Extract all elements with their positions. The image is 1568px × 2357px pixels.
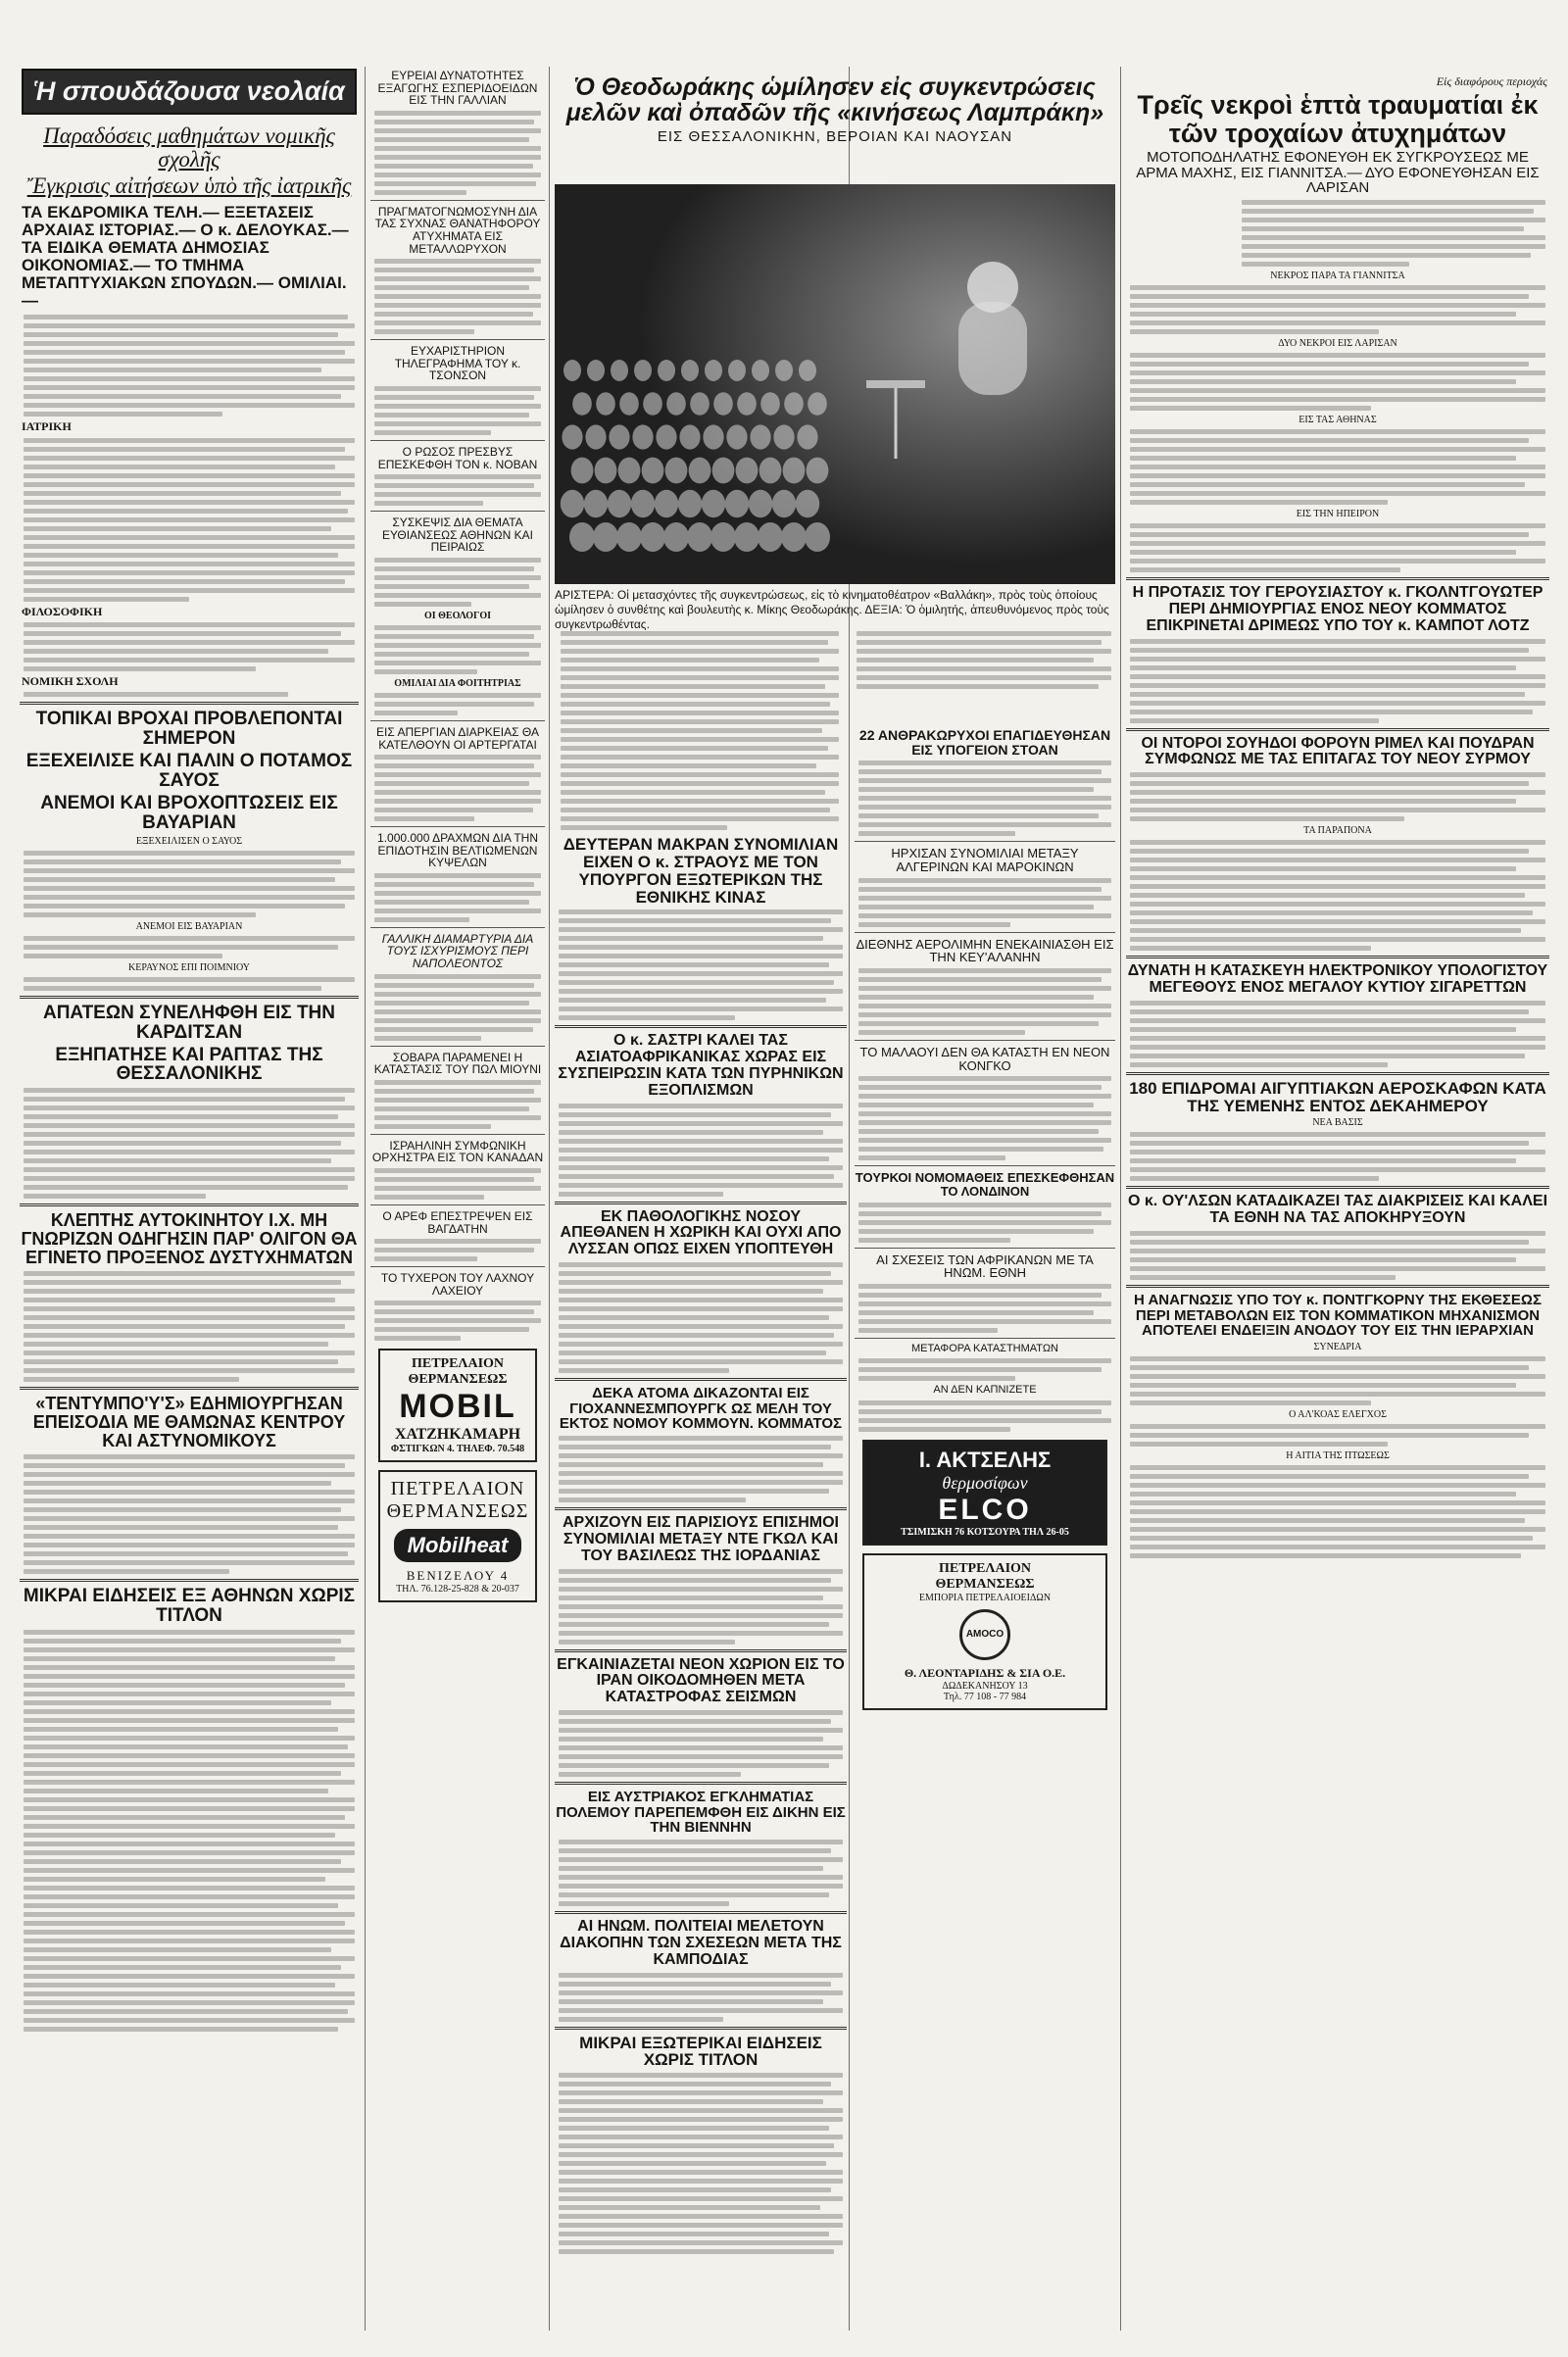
crowd-head bbox=[749, 490, 772, 517]
crowd-head bbox=[655, 490, 678, 517]
headline: Ο ΡΩΣΟΣ ΠΡΕΣΒΥΣ ΕΠΕΣΚΕΦΘΗ ΤΟΝ κ. ΝΟΒΑΝ bbox=[377, 444, 538, 471]
headline: ΠΡΑΓΜΑΤΟΓΝΩΜΟΣΥΝΗ ΔΙΑ ΤΑΣ ΣΥΧΝΑΣ ΘΑΝΑΤΗΦΟΡΟΥ ΑΤΥΧΗΜΑΤΑ ΕΙΣ ΜΕΤΑΛΛΩΡΥΧΟΝ bbox=[374, 204, 541, 256]
crowd-head bbox=[796, 490, 819, 517]
crowd-head bbox=[752, 360, 769, 381]
article-text bbox=[24, 315, 355, 417]
crowd-head bbox=[710, 522, 736, 552]
advertisement-mobil: ΠΕΤΡΕΛΑΙΟΝ ΘΕΡΜΑΝΣΕΩΣ MOBIL ΧΑΤΖΗΚΑΜΑΡΗ ΦΣΤΙΓΚΩΝ 4. ΤΗΛΕΦ. 70.548 bbox=[378, 1349, 537, 1462]
headline: ΑΙ ΣΧΕΣΕΙΣ ΤΩΝ ΑΦΡΙΚΑΝΩΝ ΜΕ ΤΑ ΗΝΩΜ. ΕΘΝΗ bbox=[876, 1252, 1094, 1281]
crowd-head bbox=[587, 360, 605, 381]
headline: ΜΙΚΡΑΙ ΕΞΩΤΕΡΙΚΑΙ ΕΙΔΗΣΕΙΣ ΧΩΡΙΣ ΤΙΤΛΟΝ bbox=[579, 2033, 822, 2070]
article-text bbox=[24, 977, 355, 991]
crowd-head bbox=[775, 360, 793, 381]
article-text bbox=[1130, 639, 1545, 723]
subhead: ΙΑΤΡΙΚΗ bbox=[22, 419, 72, 434]
crowd-head bbox=[681, 360, 699, 381]
article-text bbox=[857, 631, 1111, 689]
crowd-head bbox=[564, 360, 581, 381]
article-text bbox=[561, 631, 839, 830]
subhead: ΟΜΙΛΙΑΙ ΔΙΑ ΦΟΙΤΗΤΡΙΑΣ bbox=[394, 677, 521, 689]
crowd-head bbox=[805, 522, 830, 552]
subhead: ΕΙΣ ΤΗΝ ΗΠΕΙΡΟΝ bbox=[1296, 509, 1380, 520]
crowd-head bbox=[784, 392, 804, 416]
crowd-head bbox=[609, 424, 629, 449]
column-3-lower bbox=[553, 833, 849, 2331]
headline: Παραδόσεις μαθημάτων νομικῆς σχολῆς bbox=[43, 123, 335, 172]
mobilheat-logo: Mobilheat bbox=[394, 1529, 521, 1562]
article-text bbox=[24, 692, 355, 697]
crowd-head bbox=[773, 424, 794, 449]
crowd-head bbox=[679, 424, 700, 449]
crowd-head bbox=[593, 522, 618, 552]
article-text bbox=[858, 1358, 1111, 1381]
headline: Η ΠΡΟΤΑΣΙΣ ΤΟΥ ΓΕΡΟΥΣΙΑΣΤΟΥ κ. ΓΚΟΛΝΤΓΟΥΩΤΕΡ ΠΕΡΙ ΔΗΜΙΟΥΡΓΙΑΣ ΕΝΟΣ ΝΕΟΥ ΚΟΜΜΑΤΟΣ ΕΠΙΚΡΙΝΕΤΑΙ ΔΡΙΜΕΩΣ ΥΠΟ ΤΟΥ κ. ΚΑΜΠΟΤ ΛΟΤΖ bbox=[1132, 584, 1544, 634]
headline: ΔΕΥΤΕΡΑΝ ΜΑΚΡΑΝ ΣΥΝΟΜΙΛΙΑΝ ΕΙΧΕΝ Ο κ. ΣΤΡΑΟΥΣ ΜΕ ΤΟΝ ΥΠΟΥΡΓΟΝ ΕΞΩΤΕΡΙΚΩΝ ΤΗΣ ΕΘΝΙΚΗΣ ΚΙΝΑΣ bbox=[563, 835, 839, 907]
column-rule bbox=[365, 67, 366, 2331]
subhead: ΟΙ ΘΕΟΛΟΓΟΙ bbox=[423, 610, 492, 621]
crowd-head bbox=[783, 458, 806, 484]
article-text bbox=[1130, 523, 1545, 572]
crowd-head bbox=[656, 424, 676, 449]
crowd-head bbox=[666, 392, 686, 416]
subhead: ΔΥΟ ΝΕΚΡΟΙ ΕΙΣ ΛΑΡΙΣΑΝ bbox=[1278, 338, 1397, 350]
crowd-head bbox=[734, 522, 760, 552]
article-text bbox=[374, 873, 541, 922]
crowd-head bbox=[665, 458, 688, 484]
article-text bbox=[559, 2073, 843, 2254]
article-text bbox=[1130, 429, 1545, 505]
article-text bbox=[374, 1239, 541, 1261]
crowd-head bbox=[736, 458, 759, 484]
column-1 bbox=[18, 67, 361, 2331]
article-text bbox=[374, 386, 541, 435]
article-text bbox=[374, 755, 541, 821]
article-text bbox=[1130, 1001, 1545, 1067]
article-text bbox=[1242, 200, 1545, 267]
crowd-head bbox=[690, 392, 710, 416]
article-text bbox=[559, 1569, 843, 1645]
article-text bbox=[858, 1284, 1111, 1333]
article-text bbox=[374, 693, 541, 715]
crowd-head bbox=[643, 392, 662, 416]
headline: ΜΙΚΡΑΙ ΕΙΔΗΣΕΙΣ ΕΞ ΑΘΗΝΩΝ ΧΩΡΙΣ ΤΙΤΛΟΝ bbox=[23, 1585, 356, 1626]
crowd-head bbox=[807, 458, 829, 484]
headline: ΕΙΣ ΑΥΣΤΡΙΑΚΟΣ ΕΓΚΛΗΜΑΤΙΑΣ ΠΟΛΕΜΟΥ ΠΑΡΕΠΕΜΦΘΗ ΕΙΣ ΔΙΚΗΝ ΕΙΣ ΤΗΝ ΒΙΕΝΝΗΝ bbox=[556, 1788, 846, 1837]
article-text bbox=[374, 1168, 541, 1200]
headline: Τρεῖς νεκροὶ ἑπτὰ τραυματίαι ἐκ τῶν τροχαίων ἀτυχημάτων bbox=[1137, 90, 1539, 148]
subhead: ΦΙΛΟΣΟΦΙΚΗ bbox=[22, 604, 103, 618]
mobil-logo: MOBIL bbox=[399, 1388, 516, 1426]
column-2 bbox=[368, 67, 547, 2331]
crowd-head bbox=[799, 360, 816, 381]
crowd-head bbox=[616, 522, 642, 552]
article-text bbox=[559, 1710, 843, 1777]
crowd-head bbox=[737, 392, 757, 416]
article-text bbox=[24, 1088, 355, 1199]
headline: ΜΕΤΑΦΟΡΑ ΚΑΤΑΣΤΗΜΑΤΩΝ bbox=[911, 1342, 1058, 1354]
headline: 22 ΑΝΘΡΑΚΩΡΥΧΟΙ ΕΠΑΓΙΔΕΥΘΗΣΑΝ ΕΙΣ ΥΠΟΓΕΙΟΝ ΣΤΟΑΝ bbox=[858, 727, 1111, 758]
crowd-head bbox=[569, 522, 595, 552]
headline: ΑΡΧΙΖΟΥΝ ΕΙΣ ΠΑΡΙΣΙΟΥΣ ΕΠΙΣΗΜΟΙ ΣΥΝΟΜΙΛΙΑΙ ΜΕΤΑΞΥ ΝΤΕ ΓΚΩΛ ΚΑΙ ΤΟΥ ΒΑΣΙΛΕΩΣ ΤΗΣ ΙΟΡΔΑΝΙΑΣ bbox=[563, 1514, 839, 1564]
subhead: ΣΥΝΕΔΡΙΑ bbox=[1313, 1342, 1362, 1353]
article-text bbox=[374, 1301, 541, 1341]
headline: ΤΟ ΜΑΛΑΟΥΙ ΔΕΝ ΘΑ ΚΑΤΑΣΤΗ ΕΝ ΝΕΟΝ ΚΟΝΓΚΟ bbox=[859, 1044, 1110, 1073]
headline: ΔΕΚΑ ΑΤΟΜΑ ΔΙΚΑΖΟΝΤΑΙ ΕΙΣ ΓΙΟΧΑΝΝΕΣΜΠΟΥΡΓΚ ΩΣ ΜΕΛΗ ΤΟΥ ΕΚΤΟΣ ΝΟΜΟΥ ΚΟΜΜΟΥΝ. ΚΟΜΜΑΤΟΣ bbox=[559, 1384, 843, 1433]
headline: ΕΞΕΧΕΙΛΙΣΕ ΚΑΙ ΠΑΛΙΝ Ο ΠΟΤΑΜΟΣ ΣΑΥΟΣ bbox=[25, 750, 353, 791]
kicker: Εἰς διαφόρους περιοχάς bbox=[1436, 74, 1547, 88]
column-4 bbox=[853, 725, 1117, 2331]
article-text bbox=[1130, 1424, 1545, 1447]
crowd-head bbox=[562, 424, 582, 449]
crowd-head bbox=[618, 458, 641, 484]
headline: ΕΥΧΑΡΙΣΤΗΡΙΟΝ ΤΗΛΕΓΡΑΦΗΜΑ ΤΟΥ κ. ΤΣΟΝΣΟΝ bbox=[394, 344, 521, 383]
crowd-head bbox=[561, 490, 584, 517]
article-text bbox=[24, 936, 355, 958]
crowd-head bbox=[703, 424, 723, 449]
column-5 bbox=[1124, 73, 1551, 2331]
headline: 180 ΕΠΙΔΡΟΜΑΙ ΑΙΓΥΠΤΙΑΚΩΝ ΑΕΡΟΣΚΑΦΩΝ ΚΑΤΑ ΤΗΣ ΥΕΜΕΝΗΣ ΕΝΤΟΣ ΔΕΚΑΗΜΕΡΟΥ bbox=[1129, 1078, 1546, 1115]
column-3-right bbox=[851, 627, 1117, 725]
advertisement-amoco: ΠΕΤΡΕΛΑΙΟΝ ΘΕΡΜΑΝΣΕΩΣ ΕΜΠΟΡΙΑ ΠΕΤΡΕΛΑΙΟΕΙΔΩΝ AMOCO Θ. ΛΕΟΝΤΑΡΙΔΗΣ & ΣΙΑ Ο.Ε. ΔΩΔΕΚΑΝΗΣΟΥ 13 Τηλ. 77 108 - 77 984 bbox=[862, 1553, 1107, 1710]
crowd-head bbox=[640, 522, 665, 552]
crowd-head bbox=[642, 458, 664, 484]
headline: ΤΟΥΡΚΟΙ ΝΟΜΟΜΑΘΕΙΣ ΕΠΕΣΚΕΦΘΗΣΑΝ ΤΟ ΛΟΝΔΙΝΟΝ bbox=[855, 1170, 1115, 1199]
article-text bbox=[1130, 840, 1545, 951]
headline: ΙΣΡΑΗΛΙΝΗ ΣΥΜΦΩΝΙΚΗ ΟΡΧΗΣΤΡΑ ΕΙΣ ΤΟΝ ΚΑΝΑΔΑΝ bbox=[371, 1138, 544, 1165]
headline: ΣΟΒΑΡΑ ΠΑΡΑΜΕΝΕΙ Η ΚΑΤΑΣΤΑΣΙΣ ΤΟΥ ΠΩΛ ΜΙΟΥΝΙ bbox=[373, 1050, 542, 1077]
crowd-head bbox=[689, 458, 711, 484]
crowd-head bbox=[797, 424, 817, 449]
crowd-head bbox=[713, 392, 733, 416]
subhead: ΑΝΕΜΟΙ ΕΙΣ ΒΑΥΑΡΙΑΝ bbox=[135, 920, 243, 932]
subhead: Η ΑΙΤΙΑ ΤΗΣ ΠΤΩΣΕΩΣ bbox=[1286, 1450, 1390, 1462]
headline: 1.000.000 ΔΡΑΧΜΩΝ ΔΙΑ ΤΗΝ ΕΠΙΔΟΤΗΣΙΝ ΒΕΛΤΙΩΜΕΝΩΝ ΚΥΨΕΛΩΝ bbox=[377, 831, 538, 870]
article-text bbox=[858, 1400, 1111, 1432]
crowd-head bbox=[658, 360, 675, 381]
article-text bbox=[374, 558, 541, 607]
crowd-head bbox=[619, 392, 639, 416]
article-text bbox=[1130, 1356, 1545, 1405]
article-text bbox=[24, 851, 355, 917]
elco-logo: ELCO bbox=[938, 1493, 1032, 1526]
article-text bbox=[559, 1262, 843, 1373]
article-text bbox=[1130, 1132, 1545, 1181]
article-text bbox=[1130, 1465, 1545, 1558]
crowd-head bbox=[781, 522, 807, 552]
rally-photo bbox=[555, 184, 1115, 584]
advertisement-elco: Ι. ΑΚΤΣΕΛΗΣ θερμοσίφων ELCO ΤΣΙΜΙΣΚΗ 76 ΚΟΤΣΟΥΡΑ ΤΗΛ 26-05 bbox=[862, 1440, 1107, 1546]
column-rule bbox=[549, 67, 550, 2331]
subhead: ΤΑ ΠΑΡΑΠΟΝΑ bbox=[1303, 825, 1372, 837]
main-subheadline: ΕΙΣ ΘΕΣΣΑΛΟΝΙΚΗΝ, ΒΕΡΟΙΑΝ ΚΑΙ ΝΑΟΥΣΑΝ bbox=[657, 127, 1013, 145]
article-text bbox=[1130, 353, 1545, 411]
headline: ΤΟΠΙΚΑΙ ΒΡΟΧΑΙ ΠΡΟΒΛΕΠΟΝΤΑΙ ΣΗΜΕΡΟΝ bbox=[35, 709, 343, 749]
article-text bbox=[858, 1076, 1111, 1160]
subhead: ΕΞΕΧΕΙΛΙΣΕΝ Ο ΣΑΥΟΣ bbox=[135, 835, 243, 847]
subhead: ΕΙΣ ΤΑΣ ΑΘΗΝΑΣ bbox=[1298, 415, 1377, 426]
article-text bbox=[374, 625, 541, 674]
subhead: Ο ΑΛ'ΚΟΑΣ ΕΛΕΓΧΟΣ bbox=[1289, 1409, 1387, 1421]
article-text bbox=[858, 1203, 1111, 1243]
headline: ΑΝΕΜΟΙ ΚΑΙ ΒΡΟΧΟΠΤΩΣΕΙΣ ΕΙΣ ΒΑΥΑΡΙΑΝ bbox=[40, 792, 338, 833]
article-text bbox=[858, 878, 1111, 927]
crowd-head bbox=[611, 360, 628, 381]
crowd-head bbox=[687, 522, 712, 552]
article-text bbox=[24, 622, 355, 671]
article-text bbox=[559, 1104, 843, 1197]
article-text bbox=[858, 968, 1111, 1035]
headline: ΣΥΣΚΕΨΙΣ ΔΙΑ ΘΕΜΑΤΑ ΕΥΘΙΑΝΣΕΩΣ ΑΘΗΝΩΝ ΚΑΙ ΠΕΙΡΑΙΩΣ bbox=[382, 516, 533, 555]
crowd-head bbox=[725, 490, 749, 517]
crowd-head bbox=[572, 392, 592, 416]
section-banner: Ἡ σπουδάζουσα νεολαία bbox=[22, 69, 357, 115]
headline: ΔΙΕΘΝΗΣ ΑΕΡΟΛΙΜΗΝ ΕΝΕΚΑΙΝΙΑΣΘΗ ΕΙΣ ΤΗΝ ΚΕΥ'ΑΛΑΝΗΝ bbox=[856, 936, 1114, 965]
article-text bbox=[1130, 285, 1545, 334]
article-text bbox=[858, 761, 1111, 836]
crowd-head bbox=[760, 458, 782, 484]
crowd-head bbox=[596, 392, 615, 416]
article-text bbox=[1130, 1231, 1545, 1280]
advertisement-mobilheat: ΠΕΤΡΕΛΑΙΟΝ ΘΕΡΜΑΝΣΕΩΣ Mobilheat ΒΕΝΙΖΕΛΟΥ 4 ΤΗΛ. 76.128-25-828 & 20-037 bbox=[378, 1470, 537, 1602]
article-text bbox=[1130, 772, 1545, 821]
headline: ΕΞΗΠΑΤΗΣΕ ΚΑΙ ΡΑΠΤΑΣ ΤΗΣ ΘΕΣΣΑΛΟΝΙΚΗΣ bbox=[55, 1044, 323, 1085]
headline: ΟΙ ΝΤΟΡΟΙ ΣΟΥΗΔΟΙ ΦΟΡΟΥΝ ΡΙΜΕΛ ΚΑΙ ΠΟΥΔΡΑΝ ΣΥΜΦΩΝΩΣ ΜΕ ΤΑΣ ΕΠΙΤΑΓΑΣ ΤΟΥ ΝΕΟΥ ΣΥΡΜΟΥ bbox=[1141, 734, 1535, 768]
crowd-head bbox=[608, 490, 631, 517]
subhead: ΝΕΚΡΟΣ ΠΑΡΑ ΤΑ ΓΙΑΝΝΙΤΣΑ bbox=[1270, 270, 1405, 282]
article-text bbox=[374, 974, 541, 1041]
crowd-head bbox=[702, 490, 725, 517]
article-text bbox=[374, 259, 541, 334]
headline: Ἔγκρισις αἰτήσεων ὑπὸ τῆς ἰατρικῆς bbox=[26, 173, 352, 199]
crowd-head bbox=[595, 458, 617, 484]
crowd-head bbox=[726, 424, 747, 449]
article-text bbox=[559, 1973, 843, 2022]
headline: ΗΡΧΙΣΑΝ ΣΥΝΟΜΙΛΙΑΙ ΜΕΤΑΞΥ ΑΛΓΕΡΙΝΩΝ ΚΑΙ ΜΑΡΟΚΙΝΩΝ bbox=[891, 846, 1079, 875]
crowd-head bbox=[808, 392, 827, 416]
headline: Ο κ. ΟΥ'ΛΣΩΝ ΚΑΤΑΔΙΚΑΖΕΙ ΤΑΣ ΔΙΑΚΡΙΣΕΙΣ ΚΑΙ ΚΑΛΕΙ ΤΑ ΕΘΝΗ ΝΑ ΤΑΣ ΑΠΟΚΗΡΥΞΟΥΝ bbox=[1127, 1193, 1548, 1227]
headline: ΤΑ ΕΚΔΡΟΜΙΚΑ ΤΕΛΗ.— ΕΞΕΤΑΣΕΙΣ ΑΡΧΑΙΑΣ ΙΣΤΟΡΙΑΣ.— Ο κ. ΔΕΛΟΥΚΑΣ.— ΤΑ ΕΙΔΙΚΑ ΘΕΜΑΤΑ ΔΗΜΟΣΙΑΣ ΟΙΚΟΝΟΜΙΑΣ.— ΤΟ ΤΜΗΜΑ ΜΕΤΑΠΤΥΧΙΑΚΩΝ ΣΠΟΥΔΩΝ.— ΟΜΙΛΙΑΙ.— bbox=[22, 203, 349, 310]
crowd-head bbox=[760, 392, 780, 416]
crowd-head bbox=[571, 458, 594, 484]
headline: ΓΑΛΛΙΚΗ ΔΙΑΜΑΡΤΥΡΙΑ ΔΙΑ ΤΟΥΣ ΙΣΧΥΡΙΣΜΟΥΣ ΠΕΡΙ ΝΑΠΟΛΕΟΝΤΟΣ bbox=[381, 931, 534, 971]
article-text bbox=[374, 111, 541, 195]
crowd-head bbox=[585, 424, 606, 449]
headline: ΑΠΑΤΕΩΝ ΣΥΝΕΛΗΦΘΗ ΕΙΣ ΤΗΝ ΚΑΡΔΙΤΣΑΝ bbox=[42, 1002, 336, 1043]
crowd-head bbox=[750, 424, 770, 449]
article-text bbox=[559, 1840, 843, 1906]
headline: ΔΥΝΑΤΗ Η ΚΑΤΑΣΚΕΥΗ ΗΛΕΚΤΡΟΝΙΚΟΥ ΥΠΟΛΟΓΙΣΤΟΥ ΜΕΓΕΘΟΥΣ ΕΝΟΣ ΜΕΓΑΛΟΥ ΚΥΤΙΟΥ ΣΙΓΑΡΕΤΤΩΝ bbox=[1127, 962, 1548, 996]
article-text bbox=[559, 909, 843, 1020]
crowd-head bbox=[584, 490, 608, 517]
crowd-head bbox=[705, 360, 722, 381]
main-headline: Ὁ Θεοδωράκης ὡμίλησεν εἰς συγκεντρώσεις μελῶν καὶ ὀπαδῶν τῆς «κινήσεως Λαμπράκη» bbox=[565, 74, 1104, 127]
headline: ΑΙ ΗΝΩΜ. ΠΟΛΙΤΕΙΑΙ ΜΕΛΕΤΟΥΝ ΔΙΑΚΟΠΗΝ ΤΩΝ ΣΧΕΣΕΩΝ ΜΕΤΑ ΤΗΣ ΚΑΜΠΟΔΙΑΣ bbox=[560, 1918, 842, 1968]
headline: ΕΙΣ ΑΠΕΡΓΙΑΝ ΔΙΑΡΚΕΙΑΣ ΘΑ ΚΑΤΕΛΘΟΥΝ ΟΙ ΑΡΤΕΡΓΑΤΑΙ bbox=[376, 724, 539, 752]
headline: ΕΥΡΕΙΑΙ ΔΥΝΑΤΟΤΗΤΕΣ ΕΞΑΓΩΓΗΣ ΕΣΠΕΡΙΔΟΕΙΔΩΝ ΕΙΣ ΤΗΝ ΓΑΛΛΙΑΝ bbox=[377, 69, 538, 108]
crowd-head bbox=[758, 522, 783, 552]
headline: Η ΑΝΑΓΝΩΣΙΣ ΥΠΟ ΤΟΥ κ. ΠΟΝΤΓΚΟΡΝΥ ΤΗΣ ΕΚΘΕΣΕΩΣ ΠΕΡΙ ΜΕΤΑΒΟΛΩΝ ΕΙΣ ΤΟΝ ΚΟΜΜΑΤΙΚΟΝ ΜΗΧΑΝΙΣΜΟΝ ΑΠΟΤΕΛΕΙ ΕΝΔΕΙΞΙΝ ΑΝΟΔΟΥ ΤΟΥ ΕΙΣ ΤΗΝ ΙΕΡΑΡΧΙΑΝ bbox=[1134, 1291, 1542, 1340]
crowd-head bbox=[631, 490, 655, 517]
headline: ΤΟ ΤΥΧΕΡΟΝ ΤΟΥ ΛΑΧΝΟΥ ΛΑΧΕΙΟΥ bbox=[380, 1271, 535, 1298]
article-text bbox=[374, 1080, 541, 1129]
column-rule bbox=[1120, 67, 1121, 2331]
article-text bbox=[24, 438, 355, 602]
article-text bbox=[24, 1630, 355, 2032]
crowd-head bbox=[663, 522, 689, 552]
subhead: ΝΕΑ ΒΑΣΙΣ bbox=[1312, 1117, 1363, 1129]
amoco-logo-icon: AMOCO bbox=[959, 1609, 1010, 1660]
article-text bbox=[374, 474, 541, 506]
subhead: ΚΕΡΑΥΝΟΣ ΕΠΙ ΠΟΙΜΝΙΟΥ bbox=[128, 961, 250, 973]
headline: ΑΝ ΔΕΝ ΚΑΠΝΙΖΕΤΕ bbox=[933, 1384, 1037, 1397]
crowd-head bbox=[712, 458, 735, 484]
headline: «ΤΕΝΤΥΜΠΟ'Υ'Σ» ΕΔΗΜΙΟΥΡΓΗΣΑΝ ΕΠΕΙΣΟΔΙΑ ΜΕ ΘΑΜΩΝΑΣ ΚΕΝΤΡΟΥ ΚΑΙ ΑΣΤΥΝΟΜΙΚΟΥΣ bbox=[32, 1394, 346, 1450]
crowd-head bbox=[678, 490, 702, 517]
headline: ΜΟΤΟΠΟΔΗΛΑΤΗΣ ΕΦΟΝΕΥΘΗ ΕΚ ΣΥΓΚΡΟΥΣΕΩΣ ΜΕ ΑΡΜΑ ΜΑΧΗΣ, ΕΙΣ ΓΙΑΝΝΙΤΣΑ.— ΔΥΟ ΕΦΟΝΕΥΘΗΣΑΝ ΕΙΣ ΛΑΡΙΣΑΝ bbox=[1136, 148, 1540, 197]
article-text bbox=[559, 1436, 843, 1502]
photo-caption: ΑΡΙΣΤΕΡΑ: Οἱ μετασχόντες τῆς συγκεντρώσεως, εἰς τὸ κινηματοθέατρον «Βαλλάκη», πρὸς τοὺς ὁποίους ὡμίλησεν ὁ συνθέτης καὶ βουλευτὴς κ. Μίκης Θεοδωράκης. ΔΕΞΙΑ: Ὁ ὁμιλητής, ἀπευθυνόμενος πρὸς τοὺς συγκεντρωθέντας. bbox=[555, 588, 1109, 631]
headline: ΕΓΚΑΙΝΙΑΖΕΤΑΙ ΝΕΟΝ ΧΩΡΙΟΝ ΕΙΣ ΤΟ ΙΡΑΝ ΟΙΚΟΔΟΜΗΘΕΝ ΜΕΤΑ ΚΑΤΑΣΤΡΟΦΑΣ ΣΕΙΣΜΩΝ bbox=[557, 1655, 845, 1706]
headline: Ο κ. ΣΑΣΤΡΙ ΚΑΛΕΙ ΤΑΣ ΑΣΙΑΤΟΑΦΡΙΚΑΝΙΚΑΣ ΧΩΡΑΣ ΕΙΣ ΣΥΣΠΕΙΡΩΣΙΝ ΚΑΤΑ ΤΩΝ ΠΥΡΗΝΙΚΩΝ ΕΞΟΠΛΙΣΜΩΝ bbox=[558, 1032, 844, 1099]
crowd-head bbox=[772, 490, 796, 517]
headline: ΚΛΕΠΤΗΣ ΑΥΤΟΚΙΝΗΤΟΥ Ι.Χ. ΜΗ ΓΝΩΡΙΖΩΝ ΟΔΗΓΗΣΙΝ ΠΑΡ' ΟΛΙΓΟΝ ΘΑ ΕΓΙΝΕΤΟ ΠΡΟΞΕΝΟΣ ΔΥΣΤΥΧΗΜΑΤΩΝ bbox=[21, 1210, 358, 1268]
article-text bbox=[24, 1271, 355, 1382]
article-text bbox=[24, 1454, 355, 1574]
crowd-head bbox=[728, 360, 746, 381]
subhead: ΝΟΜΙΚΗ ΣΧΟΛΗ bbox=[22, 673, 119, 688]
crowd-head bbox=[634, 360, 652, 381]
headline: ΕΚ ΠΑΘΟΛΟΓΙΚΗΣ ΝΟΣΟΥ ΑΠΕΘΑΝΕΝ Η ΧΩΡΙΚΗ ΚΑΙ ΟΥΧΙ ΑΠΟ ΛΥΣΣΑΝ ΟΠΩΣ ΕΙΧΕΝ ΥΠΟΠΤΕΥΘΗ bbox=[560, 1207, 842, 1258]
crowd-head bbox=[632, 424, 653, 449]
headline: Ο ΑΡΕΦ ΕΠΕΣΤΡΕΨΕΝ ΕΙΣ ΒΑΓΔΑΤΗΝ bbox=[382, 1209, 533, 1236]
